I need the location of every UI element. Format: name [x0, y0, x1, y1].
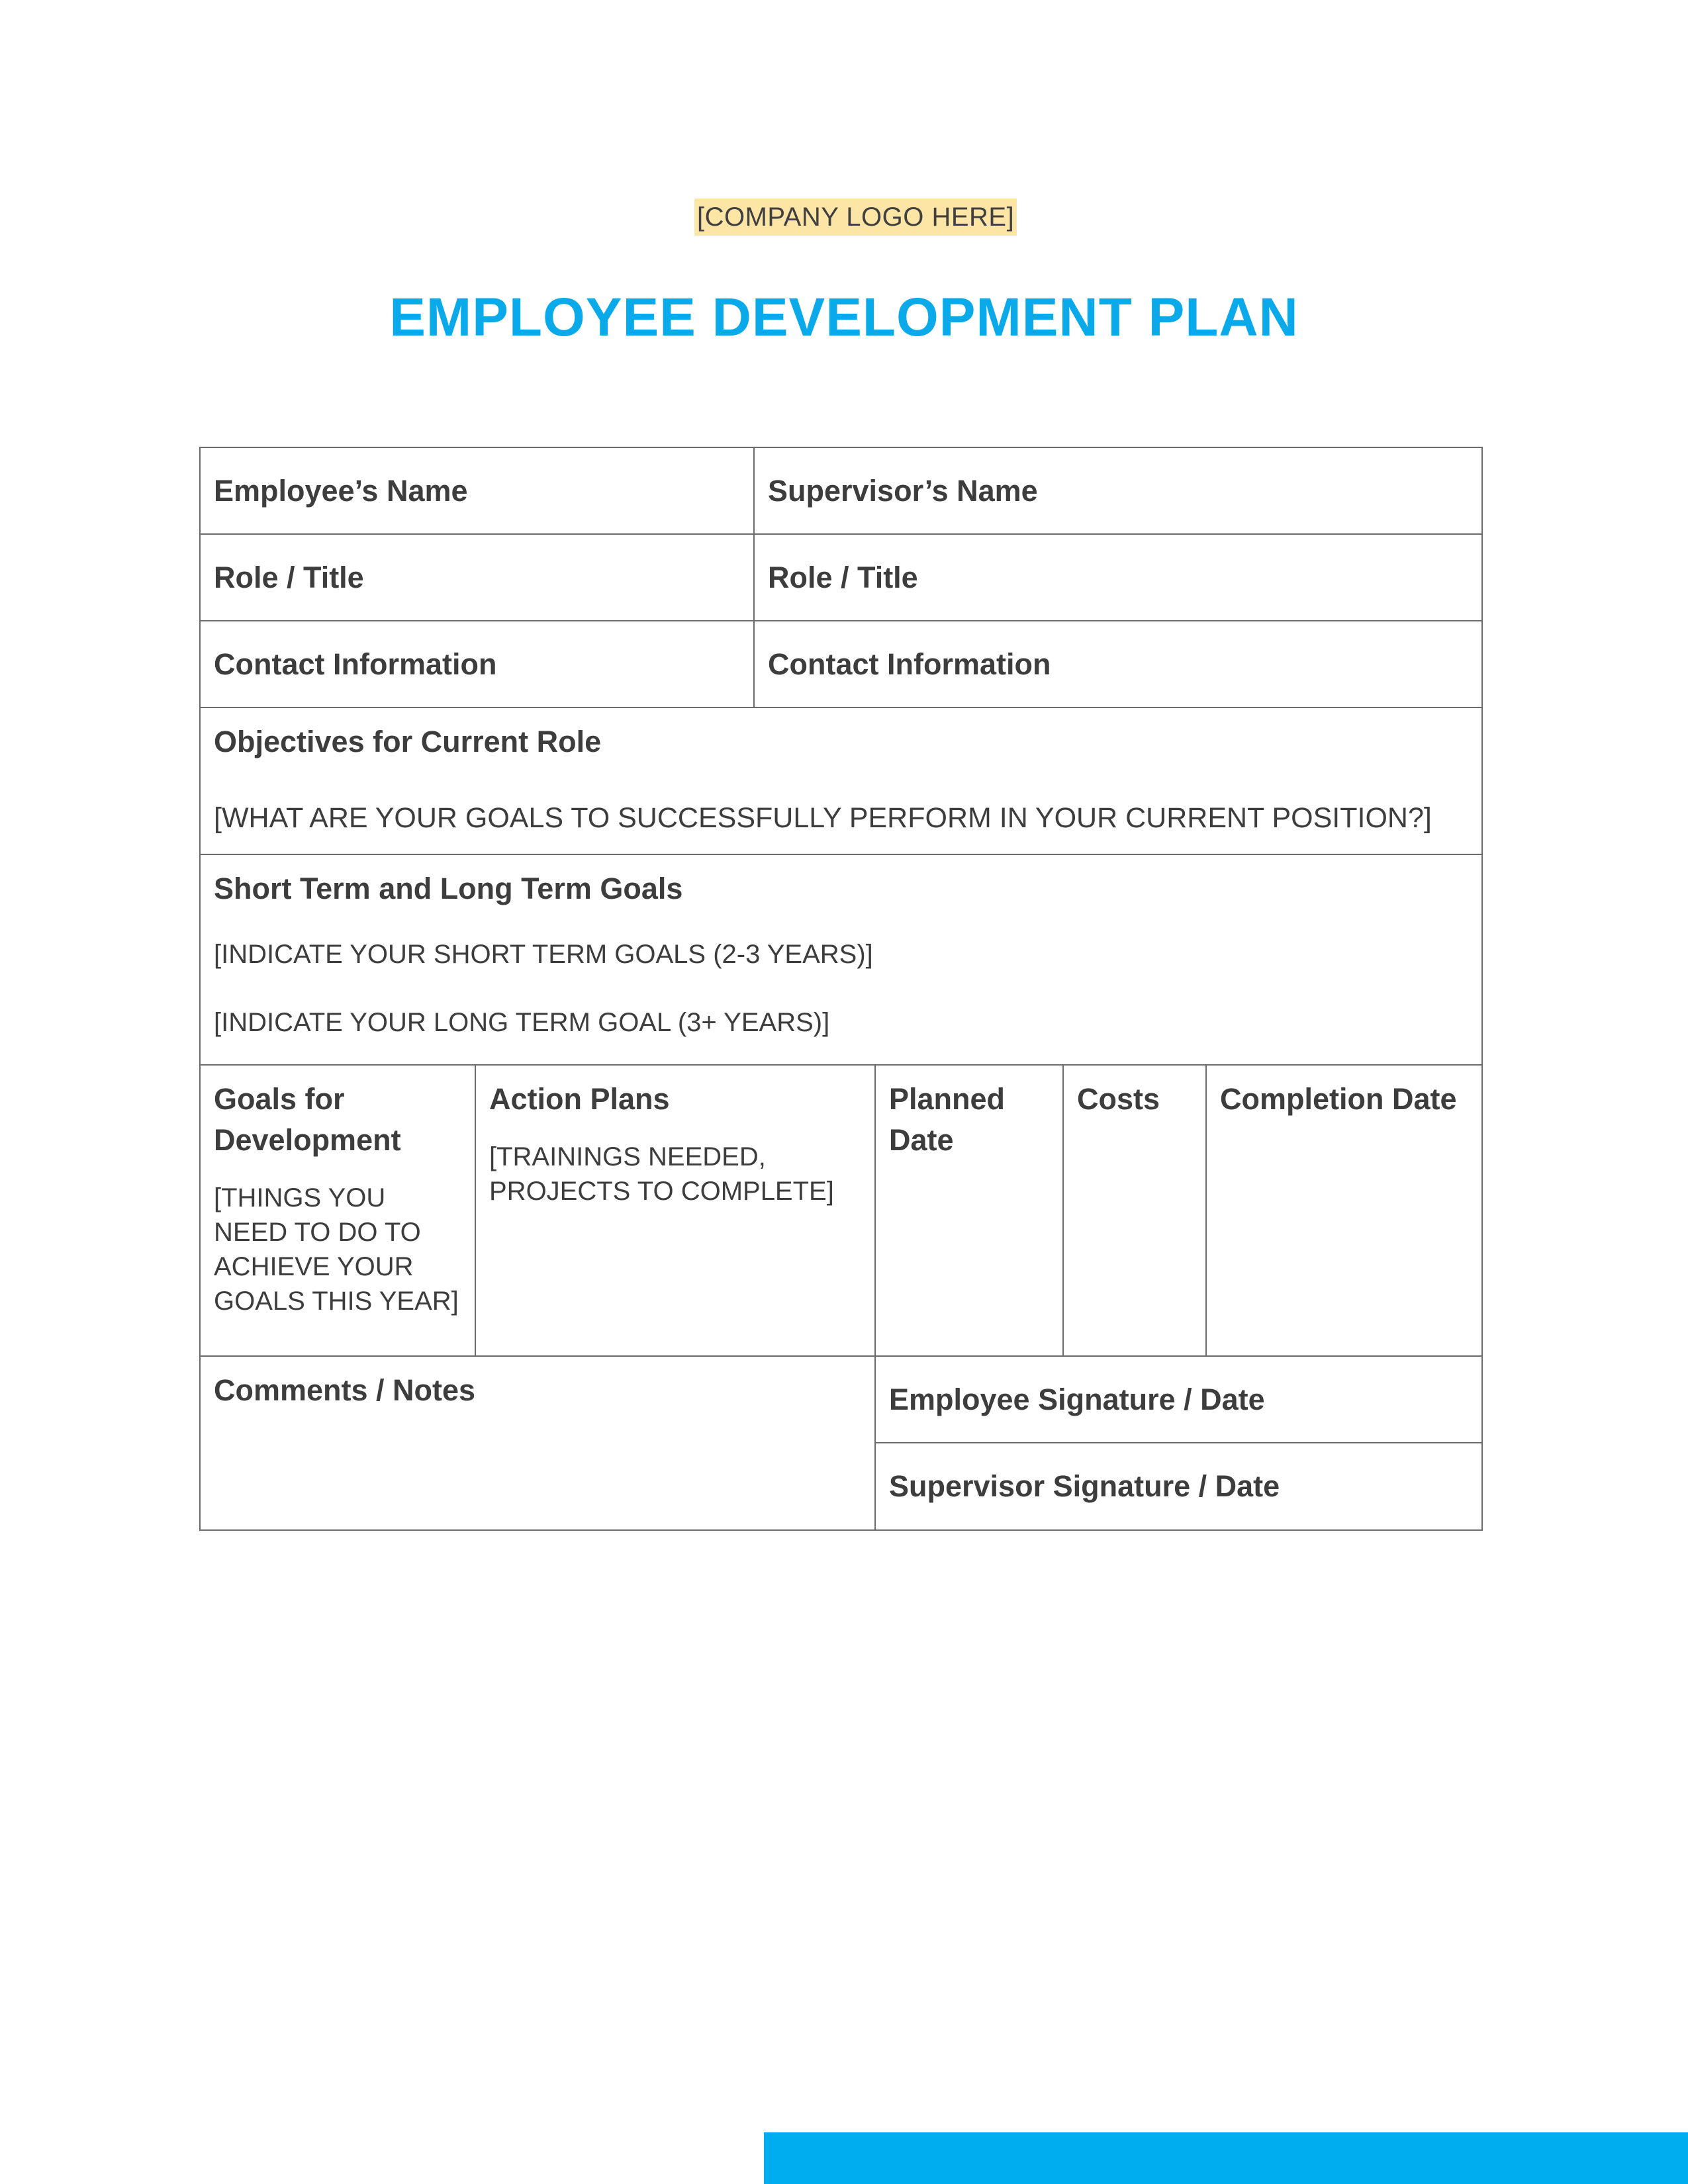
- completion-date-cell[interactable]: [1205, 1064, 1483, 1357]
- supervisor-contact-label: Contact Information: [768, 647, 1051, 681]
- objectives-placeholder: [WHAT ARE YOUR GOALS TO SUCCESSFULLY PERFORM IN YOUR CURRENT POSITION?]: [214, 802, 1432, 834]
- company-logo-placeholder: [COMPANY LOGO HERE]: [694, 199, 1017, 236]
- goals-for-development-placeholder: [THINGS YOU NEED TO DO TO ACHIEVE YOUR GOALS THIS YEAR]: [214, 1183, 459, 1316]
- goals-for-development-cell[interactable]: [199, 1064, 476, 1357]
- costs-cell[interactable]: [1062, 1064, 1207, 1357]
- completion-date-label: Completion Date: [1220, 1082, 1457, 1116]
- supervisor-name-cell[interactable]: [753, 447, 1483, 535]
- short-term-goals-placeholder: [INDICATE YOUR SHORT TERM GOALS (2-3 YEARS)]: [214, 940, 873, 969]
- employee-signature-label: Employee Signature / Date: [889, 1383, 1265, 1416]
- employee-signature-cell[interactable]: [874, 1355, 1483, 1443]
- objectives-cell[interactable]: [199, 707, 1483, 855]
- goals-for-development-label: Goals for Development: [214, 1082, 401, 1157]
- form-grid: [199, 447, 1483, 1531]
- employee-name-cell[interactable]: [199, 447, 755, 535]
- planned-date-label: Planned Date: [889, 1082, 1006, 1157]
- action-plans-label: Action Plans: [489, 1082, 670, 1116]
- objectives-label: Objectives for Current Role: [214, 725, 602, 758]
- goals-cell[interactable]: [199, 854, 1483, 1066]
- planned-date-cell[interactable]: [874, 1064, 1064, 1357]
- costs-label: Costs: [1077, 1082, 1160, 1116]
- supervisor-signature-label: Supervisor Signature / Date: [889, 1469, 1280, 1503]
- employee-contact-label: Contact Information: [214, 647, 497, 681]
- goals-label: Short Term and Long Term Goals: [214, 872, 683, 905]
- comments-notes-label: Comments / Notes: [214, 1373, 476, 1407]
- employee-role-cell[interactable]: [199, 533, 755, 621]
- action-plans-placeholder: [TRAININGS NEEDED, PROJECTS TO COMPLETE]: [489, 1142, 834, 1206]
- page-title: EMPLOYEE DEVELOPMENT PLAN: [389, 287, 1299, 347]
- action-plans-cell[interactable]: [475, 1064, 876, 1357]
- supervisor-name-label: Supervisor’s Name: [768, 474, 1038, 508]
- employee-name-label: Employee’s Name: [214, 474, 468, 508]
- comments-notes-cell[interactable]: [199, 1355, 876, 1531]
- supervisor-contact-cell[interactable]: [753, 620, 1483, 708]
- footer-accent-bar: [764, 2132, 1688, 2184]
- long-term-goals-placeholder: [INDICATE YOUR LONG TERM GOAL (3+ YEARS)]: [214, 1008, 830, 1037]
- employee-contact-cell[interactable]: [199, 620, 755, 708]
- supervisor-role-cell[interactable]: [753, 533, 1483, 621]
- supervisor-role-label: Role / Title: [768, 561, 918, 594]
- supervisor-signature-cell[interactable]: [874, 1442, 1483, 1531]
- employee-role-label: Role / Title: [214, 561, 364, 594]
